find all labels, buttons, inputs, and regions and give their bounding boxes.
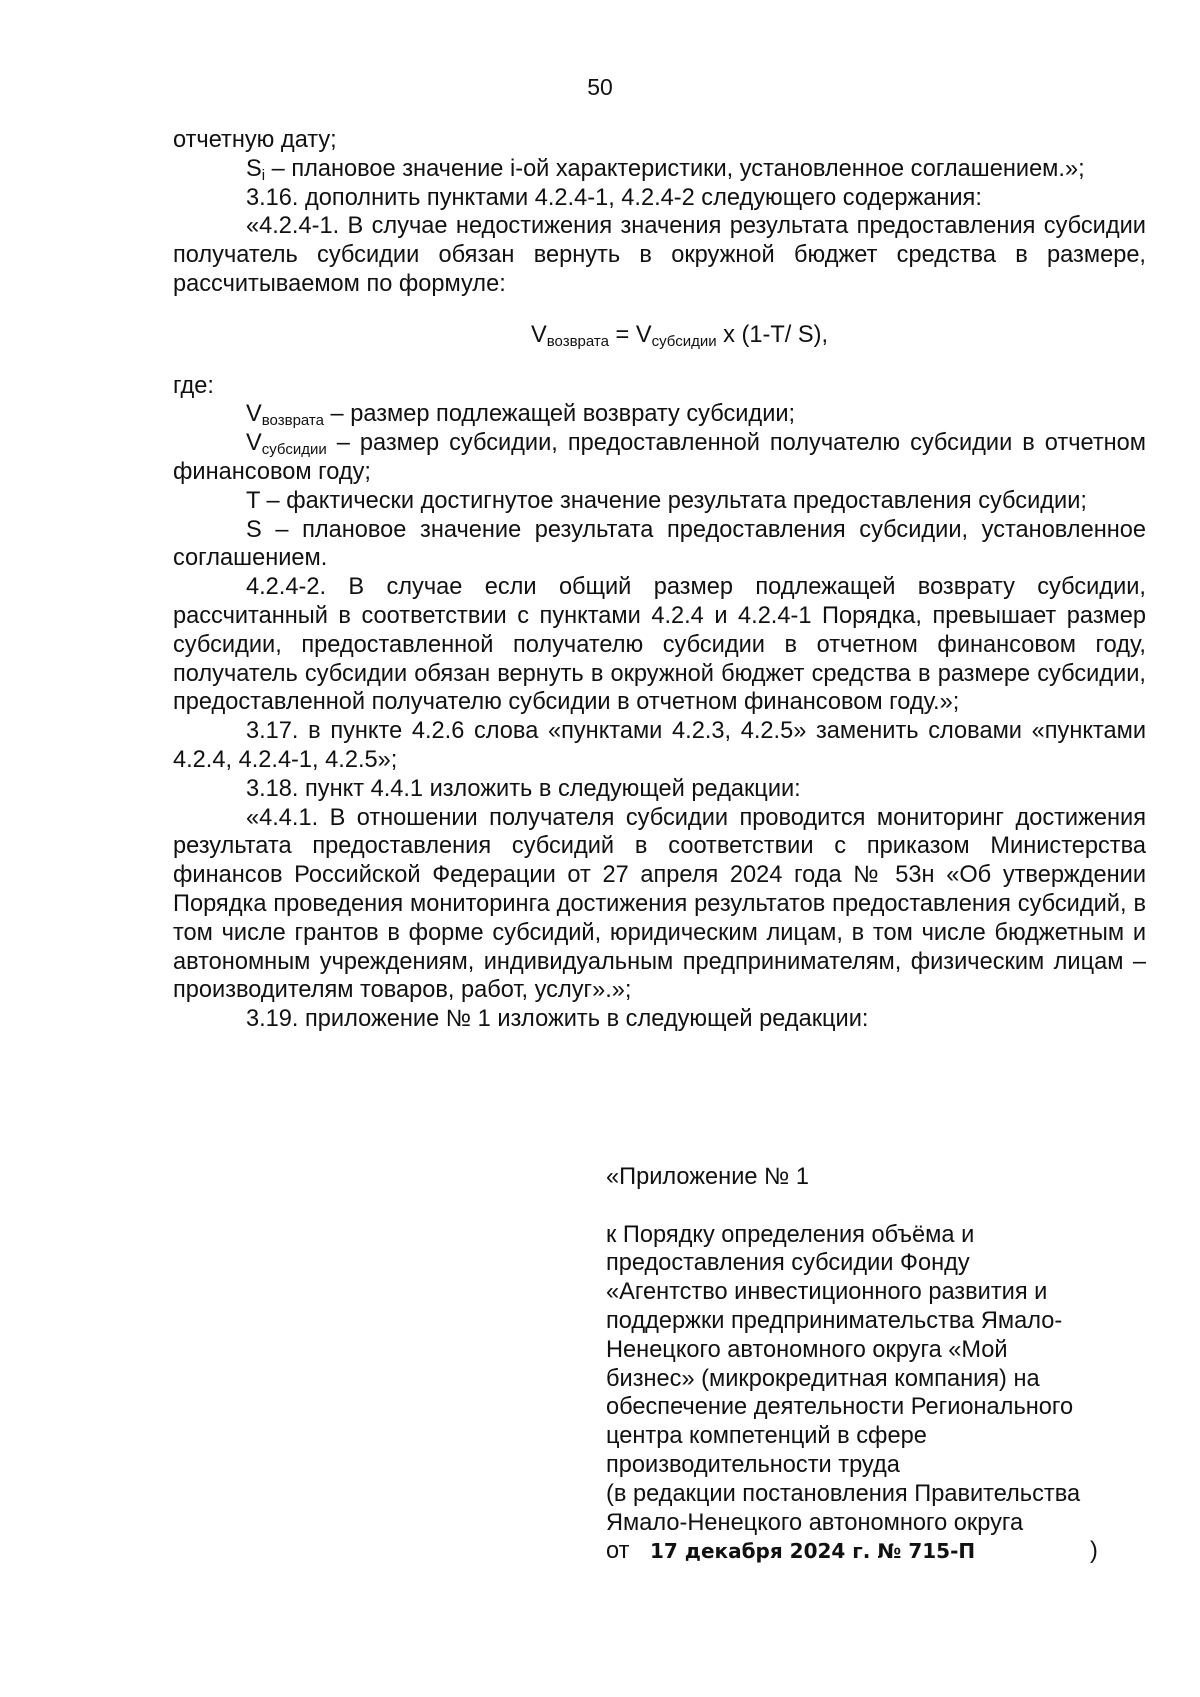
formula-lhs: V: [530, 321, 547, 348]
paragraph-v-subsidii: [173, 429, 1146, 487]
paragraph-3-17: 3.17. в пункте 4.2.6 слова «пунктами 4.2.3, 4.2.5» заменить словами «пунктами 4.2.4, 4.2.4-1, 4.2.5»;: [173, 718, 1146, 773]
symbol-v: V: [246, 401, 262, 428]
formula-tail: x (1-T/ S),: [716, 321, 829, 348]
annex-title: «Приложение № 1: [606, 1164, 810, 1190]
paragraph-s-definition: S – плановое значение результата предоставления субсидии, установленное соглашением.: [173, 516, 1146, 572]
document-body: [173, 126, 1146, 1034]
annex-line: к Порядку определения объёма и: [606, 1221, 975, 1248]
annex-line: поддержки предпринимательства Ямало-: [606, 1307, 1063, 1334]
annex-line: Ненецкого автономного округа «Мой: [606, 1336, 1008, 1363]
page-number: 50: [587, 74, 613, 100]
resolution-closing-bracket: ): [1090, 1538, 1098, 1565]
resolution-date-number: 17 декабря 2024 г. № 715-П: [650, 1539, 976, 1564]
annex-line: бизнес» (микрокредитная компания) на: [606, 1365, 1040, 1392]
paragraph-4-2-4-1: «4.2.4-1. В случае недостижения значения результата предоставления субсидии получатель субсидии обязан вернуть в окружной бюджет средства в размере, рассчитываемом по формуле:: [173, 213, 1146, 297]
symbol-v-subscript: субсидии: [261, 441, 327, 459]
annex-line: «Агентство инвестиционного развития и: [606, 1279, 1048, 1306]
annex-line: производительности труда: [606, 1451, 900, 1478]
formula: [173, 321, 1146, 350]
symbol-v: V: [246, 430, 262, 457]
paragraph-4-4-1: «4.4.1. В отношении получателя субсидии проводится мониторинг достижения результата предоставления субсидий в соответствии с приказом Министерства финансов Российской Федерации от 27 апреля 2024 года № 53н «Об утверждении Порядка проведения мониторинга достижения результатов предоставления субсидий, в том числе грантов в форме субсидий, юридическим лицам, в том числе бюджетным и автономным учреждениям, индивидуальным предпринимателям, физическим лицам – производителям товаров, работ, услуг».»;: [173, 804, 1146, 1004]
symbol-s: S: [246, 155, 262, 182]
v-subsidii-definition: – размер субсидии, предоставленной получателю субсидии в отчетном финансовом году;: [173, 430, 1147, 485]
formula-rhs-subscript: субсидии: [651, 332, 717, 350]
paragraph-3-18: 3.18. пункт 4.4.1 изложить в следующей редакции:: [246, 775, 801, 802]
paragraph-4-2-4-2: 4.2.4-2. В случае если общий размер подлежащей возврату субсидии, рассчитанный в соответствии с пунктами 4.2.4 и 4.2.4-1 Порядка, превышает размер субсидии, предоставленной получателю субсидии в отчетном финансовом году, получатель субсидии обязан вернуть в окружной бюджет средства в размере субсидии, предоставленной получателю субсидии в отчетном финансовом году.»;: [173, 574, 1146, 716]
annex-line: (в редакции постановления Правительства: [606, 1480, 1081, 1507]
annex-line: центра компетенций в сфере: [606, 1423, 927, 1450]
v-vozvrata-definition: – размер подлежащей возврату субсидии;: [330, 401, 796, 428]
formula-lhs-subscript: возврата: [546, 332, 609, 350]
resolution-reference: [606, 1537, 1166, 1566]
paragraph-1: отчетную дату;: [173, 127, 337, 153]
annex-header: [606, 1163, 1166, 1566]
formula-rhs: V: [635, 321, 652, 348]
formula-equals: =: [608, 321, 636, 348]
paragraph-3-16: 3.16. дополнить пунктами 4.2.4-1, 4.2.4-2 следующего содержания:: [246, 184, 982, 211]
symbol-v-subscript: возврата: [261, 412, 324, 430]
si-definition-text: – плановое значение i-ой характеристики, установленное соглашением.»;: [271, 155, 1085, 182]
annex-line: обеспечение деятельности Регионального: [606, 1394, 1074, 1421]
paragraph-3-19: 3.19. приложение № 1 изложить в следующей редакции:: [246, 1006, 869, 1033]
annex-line: Ямало-Ненецкого автономного округа: [606, 1509, 1024, 1536]
symbol-s-subscript: i: [261, 166, 266, 184]
resolution-prefix: от: [606, 1538, 630, 1565]
annex-description: [606, 1221, 1166, 1538]
annex-line: предоставления субсидии Фонду: [606, 1250, 970, 1277]
paragraph-v-vozvrata: [173, 400, 1146, 429]
paragraph-t-definition: T – фактически достигнутое значение результата предоставления субсидии;: [246, 487, 1087, 514]
paragraph-si-definition: [173, 155, 1146, 184]
paragraph-where: где:: [173, 372, 214, 399]
